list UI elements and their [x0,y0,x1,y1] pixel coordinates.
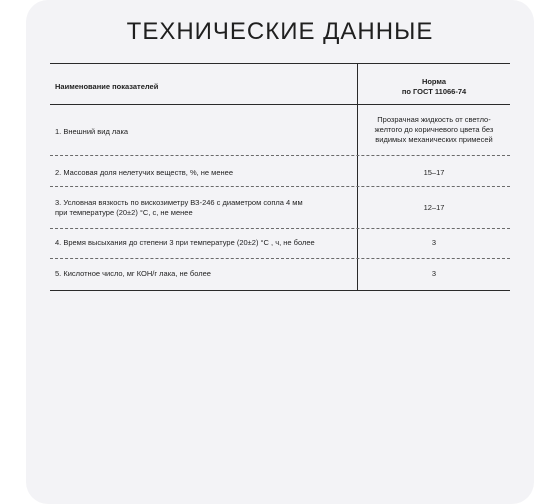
content-card [26,0,534,504]
table-bottom-rule [50,290,510,291]
row-2-name: 2. Массовая доля нелетучих веществ, %, не менее [55,168,233,177]
row-1-value-line3: видимых механических примесей [375,135,493,144]
row-1-value [358,115,510,145]
row-4-name: 4. Время высыхания до степени 3 при температуре (20±2) °С , ч, не более [55,238,315,247]
row-3-name-line1: 3. Условная вязкость по вискозиметру ВЗ-246 с диаметром сопла 4 мм [55,198,303,207]
row-divider [50,155,510,156]
header-norm [358,77,510,97]
header-norm-line1: Норма [421,77,447,86]
row-5-name: 5. Кислотное число, мг КОН/г лака, не более [55,269,211,278]
header-indicator-name: Наименование показателей [55,82,159,91]
row-divider [50,228,510,229]
row-3-name [55,198,345,218]
row-3-name-line2: при температуре (20±2) °С, с, не менее [55,208,193,217]
header-rule [50,104,510,105]
row-divider [50,186,510,187]
row-2-value: 15–17 [423,168,445,177]
row-1-value-line2: желтого до коричневого цвета без [374,125,494,134]
row-1-name: 1. Внешний вид лака [55,127,129,136]
row-1-value-line1: Прозрачная жидкость от светло- [377,115,491,124]
table-top-rule [50,63,510,64]
page-title: ТЕХНИЧЕСКИЕ ДАННЫЕ [126,18,434,45]
row-divider [50,258,510,259]
row-5-value: 3 [431,269,437,278]
row-4-value: 3 [431,238,437,247]
header-norm-line2: по ГОСТ 11066-74 [401,87,467,96]
row-3-value: 12–17 [423,203,445,212]
